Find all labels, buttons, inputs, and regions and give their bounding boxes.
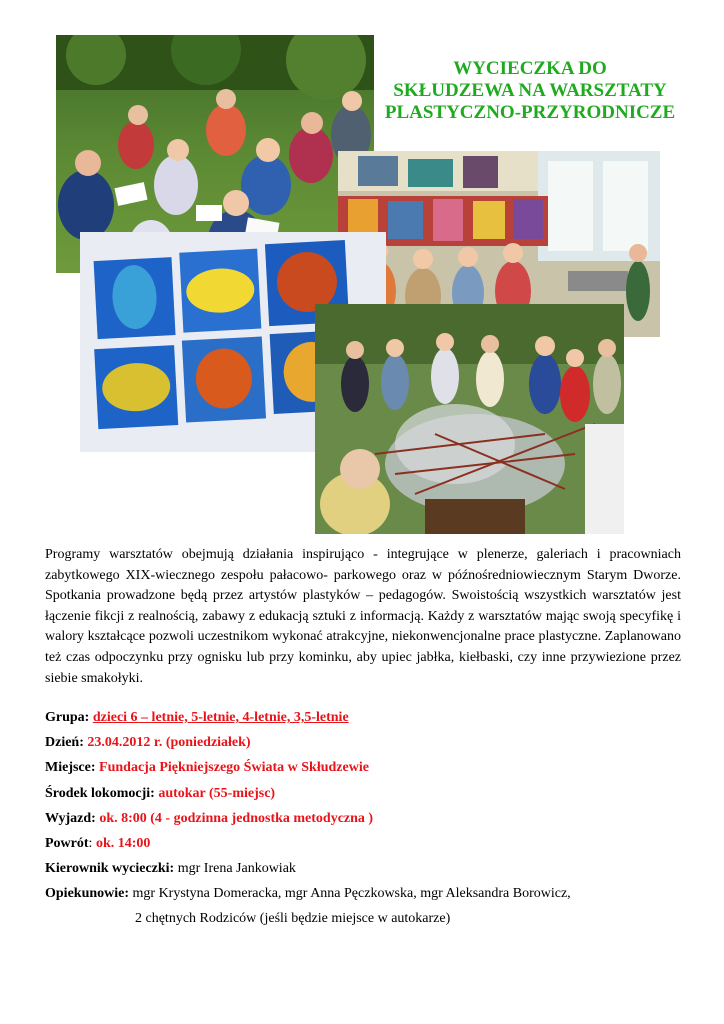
transport-value: autokar (55-miejsc) xyxy=(158,786,276,801)
return-label: Powrót xyxy=(45,836,89,851)
departure-value: ok. 8:00 (4 - godzinna jednostka metodyczna ) xyxy=(99,811,374,826)
title-line-1: WYCIECZKA DO xyxy=(453,58,607,79)
guardians-label: Opiekunowie: xyxy=(45,886,130,901)
title-line-2: SKŁUDZEWA NA WARSZTATY xyxy=(393,80,667,101)
title-line-3: PLASTYCZNO-PRZYRODNICZE xyxy=(384,102,676,123)
place-value: Fundacja Piękniejszego Świata w Skłudzewie xyxy=(99,760,369,775)
place-row xyxy=(45,760,369,776)
group-label: Grupa: xyxy=(45,710,90,725)
day-value: 23.04.2012 r. (poniedziałek) xyxy=(87,735,251,750)
return-row xyxy=(45,836,150,852)
return-value: ok. 14:00 xyxy=(95,836,151,851)
leader-label: Kierownik wycieczki: xyxy=(45,861,175,876)
day-label: Dzień: xyxy=(45,735,84,750)
transport-label: Środek lokomocji: xyxy=(45,786,155,801)
day-row xyxy=(45,735,251,751)
description-paragraph: Programy warsztatów obejmują działania inspirująco - integrujące w plenerze, galeriach i pracowniach zabytkowego XIX-wiecznego zespołu pałacowo- parkowego oraz w późnośredniowiecznym Starym Dworze. Spotkania prowadzone będą przez artystów plastyków – pedagogów. Swoistością wszystkich warsztatów jest łączenie fikcji z realnością, zabawy z edukacją sztuki z informacją. Każdy z warsztatów mając swoją specyfikę i walory kształcące pozwoli uczestnikom wykonać atrakcyjne, niekonwencjonalne prace plastyczne. Zaplanowano też czas odpoczynku przy ognisku lub przy kominku, aby upiec jabłka, kiełbaski, czy inne przywiezione przez siebie smakołyki. xyxy=(45,547,681,686)
page-title xyxy=(372,58,688,124)
leader-value: mgr Irena Jankowiak xyxy=(177,861,296,876)
transport-row xyxy=(45,786,275,802)
leader-row xyxy=(45,861,296,877)
place-label: Miejsce: xyxy=(45,760,96,775)
guardians-value: mgr Krystyna Domeracka, mgr Anna Pęczkowska, mgr Aleksandra Borowicz, xyxy=(132,886,571,901)
group-value: dzieci 6 – letnie, 5-letnie, 4-letnie, 3,5-letnie xyxy=(92,710,349,725)
guardians-parents-row xyxy=(135,911,450,927)
group-row xyxy=(45,710,349,726)
campfire-sausages-photo xyxy=(315,304,624,534)
departure-label: Wyjazd: xyxy=(45,811,96,826)
departure-row xyxy=(45,811,373,827)
return-separator: : xyxy=(88,836,93,851)
guardians-value-2: 2 chętnych Rodziców (jeśli będzie miejsce w autokarze) xyxy=(135,911,451,926)
guardians-row xyxy=(45,886,571,902)
